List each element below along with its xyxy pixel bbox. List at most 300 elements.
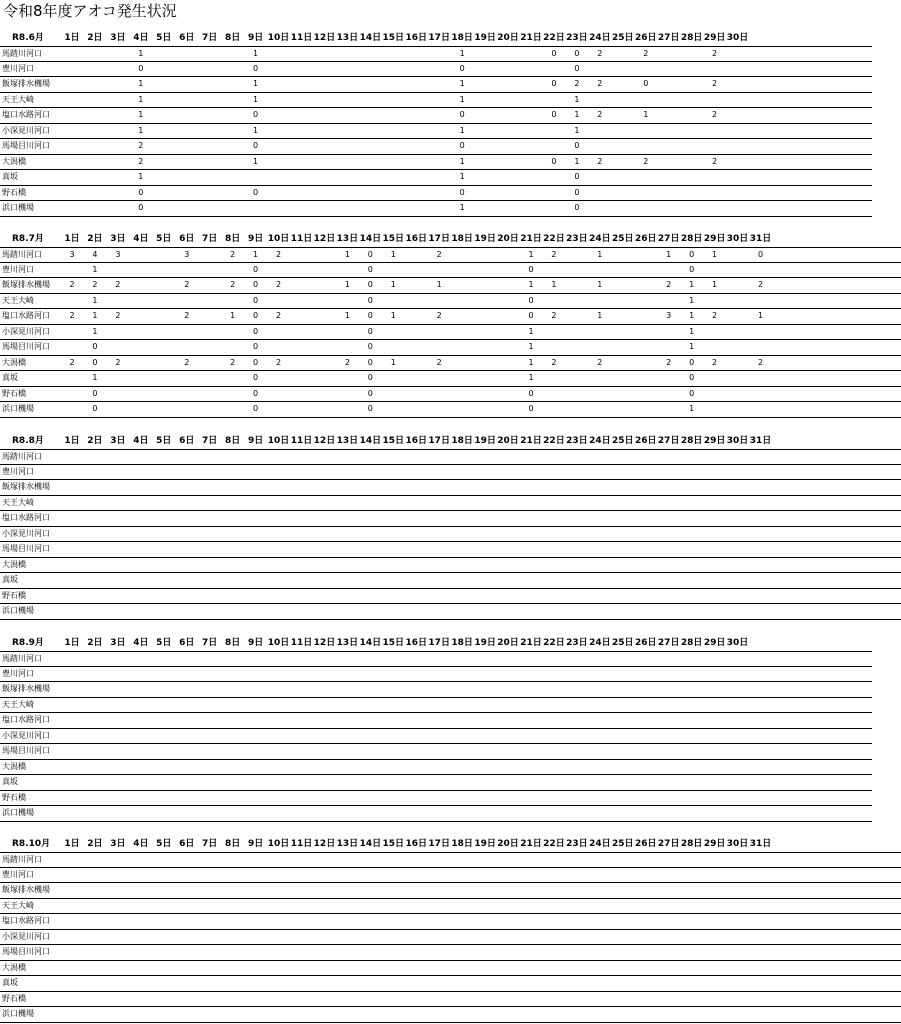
table-row <box>0 93 872 109</box>
day-header: 14日 <box>359 436 382 446</box>
day-header: 21日 <box>520 638 542 648</box>
cell-value: 0 <box>253 342 259 351</box>
cell-value: 2 <box>666 357 672 367</box>
table-row <box>0 480 901 496</box>
station-name: 塩口水路河口 <box>2 715 50 724</box>
station-name: 飯塚排水機場 <box>2 684 50 693</box>
day-header: 29日 <box>703 638 726 648</box>
day-header: 26日 <box>634 33 657 43</box>
cell-value: 2 <box>712 110 718 119</box>
day-header: 20日 <box>497 234 519 244</box>
cell-value: 0 <box>367 280 373 289</box>
table-row <box>0 806 872 822</box>
day-header: 24日 <box>589 33 611 43</box>
cell-value: 1 <box>92 264 98 274</box>
day-header: 11日 <box>290 33 313 43</box>
cell-value: 2 <box>757 280 764 289</box>
cell-value: 1 <box>459 125 465 135</box>
day-header: 21日 <box>520 839 542 849</box>
cell-value: 0 <box>528 264 534 274</box>
day-header: 11日 <box>290 638 313 648</box>
day-header: 13日 <box>336 436 359 446</box>
day-header: 10日 <box>267 436 290 446</box>
station-name: 馬場目川河口 <box>2 746 50 755</box>
day-header: 8日 <box>225 33 241 43</box>
day-header: 12日 <box>313 436 336 446</box>
day-header: 17日 <box>428 33 450 43</box>
cell-value: 1 <box>551 280 557 289</box>
day-header: 28日 <box>680 33 703 43</box>
day-header: 13日 <box>336 234 359 244</box>
day-header: 9日 <box>247 33 264 43</box>
day-header: 21日 <box>520 234 542 244</box>
cell-value: 0 <box>459 63 465 73</box>
cell-value: 0 <box>574 172 580 181</box>
cell-value: 0 <box>367 326 373 336</box>
month-label: R8.10月 <box>12 839 51 849</box>
table-row <box>0 961 901 977</box>
station-name: 野石橋 <box>2 187 26 197</box>
cell-value: 2 <box>574 79 580 88</box>
cell-value: 1 <box>666 250 672 259</box>
cell-value: 1 <box>138 79 144 88</box>
cell-value: 1 <box>459 203 465 212</box>
day-header: 22日 <box>543 234 565 244</box>
table-row <box>0 294 901 310</box>
day-header: 17日 <box>428 839 450 849</box>
cell-value: 2 <box>69 280 75 289</box>
cell-value: 0 <box>574 63 580 73</box>
cell-value: 3 <box>184 250 190 259</box>
station-name: 塩口水路河口 <box>2 513 50 522</box>
cell-value: 1 <box>597 280 603 289</box>
day-header: 10日 <box>267 234 290 244</box>
cell-value: 2 <box>230 280 236 289</box>
cell-value: 2 <box>597 49 603 58</box>
day-header: 7日 <box>202 436 218 446</box>
table-row <box>0 914 901 930</box>
station-name: 飯塚排水機場 <box>2 79 50 88</box>
station-name: 馬踏川河口 <box>2 855 42 864</box>
cell-value: 2 <box>230 250 236 259</box>
day-header: 25日 <box>612 234 634 244</box>
day-header: 15日 <box>382 839 405 849</box>
day-header: 14日 <box>359 638 382 648</box>
cell-value: 1 <box>92 295 98 305</box>
day-header: 5日 <box>156 436 172 446</box>
day-header: 28日 <box>680 839 703 849</box>
month-table <box>0 837 901 1023</box>
day-header: 6日 <box>179 234 195 244</box>
station-name: 浜口機場 <box>2 606 34 615</box>
day-header: 20日 <box>497 638 519 648</box>
cell-value: 0 <box>574 203 580 212</box>
day-header: 6日 <box>179 436 195 446</box>
cell-value: 1 <box>689 311 695 320</box>
station-name: 馬場目川河口 <box>2 947 50 956</box>
day-header: 23日 <box>566 234 588 244</box>
day-header: 6日 <box>179 33 195 43</box>
station-name: 塩口水路河口 <box>2 110 50 119</box>
day-header: 19日 <box>474 234 496 244</box>
day-header: 15日 <box>382 234 405 244</box>
table-row <box>0 247 901 263</box>
day-header: 9日 <box>247 234 264 244</box>
day-header: 10日 <box>267 839 290 849</box>
day-header: 16日 <box>405 33 428 43</box>
cell-value: 2 <box>712 156 718 166</box>
cell-value: 0 <box>459 141 465 150</box>
cell-value: 2 <box>69 311 75 320</box>
cell-value: 1 <box>390 280 396 289</box>
station-name: 小深見川河口 <box>2 326 50 336</box>
cell-value: 2 <box>551 250 557 259</box>
day-header: 31日 <box>749 436 772 446</box>
day-header: 14日 <box>359 234 382 244</box>
day-header: 6日 <box>179 638 195 648</box>
cell-value: 2 <box>757 357 764 367</box>
day-header: 28日 <box>680 234 703 244</box>
station-name: 小深見川河口 <box>2 125 50 135</box>
station-name: 馬踏川河口 <box>2 49 42 58</box>
cell-value: 0 <box>528 404 534 413</box>
cell-value: 0 <box>253 311 259 320</box>
table-row <box>0 992 901 1008</box>
day-header: 13日 <box>336 33 359 43</box>
day-header: 11日 <box>290 436 313 446</box>
day-header: 23日 <box>566 638 588 648</box>
cell-value: 2 <box>276 250 282 259</box>
station-name: 小深見川河口 <box>2 730 50 740</box>
cell-value: 0 <box>643 79 649 88</box>
day-header: 2日 <box>87 33 103 43</box>
day-header: 20日 <box>497 839 519 849</box>
cell-value: 2 <box>276 280 282 289</box>
day-header: 25日 <box>612 436 634 446</box>
station-name: 天王大崎 <box>2 94 34 104</box>
day-header: 1日 <box>64 234 80 244</box>
station-name: 大潟橋 <box>2 761 26 771</box>
cell-value: 1 <box>92 373 98 382</box>
cell-value: 1 <box>390 250 396 259</box>
cell-value: 0 <box>757 250 764 259</box>
month-header-row <box>0 31 901 46</box>
table-row <box>0 899 901 915</box>
cell-value: 0 <box>253 264 259 274</box>
day-header: 7日 <box>202 33 218 43</box>
cell-value: 2 <box>344 357 350 367</box>
cell-value: 3 <box>115 250 121 259</box>
station-name: 塩口水路河口 <box>2 311 50 320</box>
day-header: 19日 <box>474 638 496 648</box>
day-header: 26日 <box>634 436 657 446</box>
day-header: 9日 <box>247 638 264 648</box>
table-row <box>0 558 901 574</box>
day-header: 13日 <box>336 638 359 648</box>
cell-value: 1 <box>528 326 534 336</box>
day-header: 2日 <box>87 638 103 648</box>
day-header: 23日 <box>566 436 588 446</box>
cell-value: 0 <box>689 388 695 398</box>
cell-value: 1 <box>459 172 465 181</box>
day-header: 12日 <box>313 234 336 244</box>
table-row <box>0 449 901 465</box>
station-name: 真坂 <box>2 373 18 382</box>
cell-value: 0 <box>367 311 373 320</box>
day-header: 4日 <box>133 638 149 648</box>
table-row <box>0 698 872 714</box>
cell-value: 1 <box>528 357 534 367</box>
table-row <box>0 744 872 760</box>
cell-value: 0 <box>574 49 580 58</box>
day-header: 17日 <box>428 436 450 446</box>
station-name: 野石橋 <box>2 388 26 398</box>
day-header: 14日 <box>359 839 382 849</box>
cell-value: 2 <box>436 250 442 259</box>
cell-value: 0 <box>528 388 534 398</box>
day-header: 27日 <box>657 839 680 849</box>
cell-value: 0 <box>551 156 557 166</box>
day-header: 18日 <box>451 33 473 43</box>
table-row <box>0 309 901 325</box>
table-row <box>0 604 901 620</box>
cell-value: 1 <box>92 311 98 320</box>
table-row <box>0 402 901 418</box>
station-name: 大潟橋 <box>2 156 26 166</box>
cell-value: 2 <box>276 357 282 367</box>
day-header: 28日 <box>680 638 703 648</box>
day-header: 29日 <box>703 234 726 244</box>
cell-value: 2 <box>184 357 190 367</box>
station-name: 天王大崎 <box>2 699 34 709</box>
table-row <box>0 542 901 558</box>
station-name: 浜口機場 <box>2 404 34 413</box>
cell-value: 1 <box>253 49 259 58</box>
cell-value: 0 <box>92 404 98 413</box>
station-name: 小深見川河口 <box>2 528 50 538</box>
cell-value: 4 <box>92 250 98 259</box>
day-header: 8日 <box>225 839 241 849</box>
day-header: 3日 <box>110 234 126 244</box>
day-header: 21日 <box>520 33 542 43</box>
cell-value: 1 <box>574 110 580 119</box>
day-header: 7日 <box>202 234 218 244</box>
cell-value: 2 <box>276 311 282 320</box>
cell-value: 0 <box>574 141 580 150</box>
cell-value: 0 <box>528 311 534 320</box>
table-row <box>0 930 901 946</box>
day-header: 29日 <box>703 436 726 446</box>
day-header: 17日 <box>428 638 450 648</box>
cell-value: 0 <box>551 79 557 88</box>
station-name: 天王大崎 <box>2 295 34 305</box>
day-header: 15日 <box>382 436 405 446</box>
day-header: 31日 <box>749 234 772 244</box>
table-row <box>0 511 901 527</box>
day-header: 24日 <box>589 638 611 648</box>
day-header: 23日 <box>566 33 588 43</box>
cell-value: 1 <box>459 49 465 58</box>
day-header: 11日 <box>290 839 313 849</box>
day-header: 19日 <box>474 839 496 849</box>
cell-value: 1 <box>689 342 695 351</box>
cell-value: 2 <box>597 110 603 119</box>
month-table <box>0 434 901 620</box>
cell-value: 1 <box>253 79 259 88</box>
cell-value: 0 <box>92 342 98 351</box>
cell-value: 2 <box>597 156 603 166</box>
day-header: 25日 <box>612 33 634 43</box>
day-header: 27日 <box>657 436 680 446</box>
month-header-row <box>0 434 901 449</box>
cell-value: 0 <box>253 326 259 336</box>
month-label: R8.6月 <box>12 33 44 43</box>
cell-value: 3 <box>69 250 75 259</box>
day-header: 18日 <box>451 638 473 648</box>
table-row <box>0 976 901 992</box>
cell-value: 0 <box>138 203 144 212</box>
day-header: 12日 <box>313 638 336 648</box>
cell-value: 1 <box>528 373 534 382</box>
table-row <box>0 77 872 93</box>
table-row <box>0 124 872 140</box>
table-row <box>0 387 901 403</box>
day-header: 20日 <box>497 436 519 446</box>
table-row <box>0 527 901 543</box>
cell-value: 1 <box>459 156 465 166</box>
day-header: 30日 <box>726 33 749 43</box>
cell-value: 2 <box>551 357 557 367</box>
station-name: 馬踏川河口 <box>2 452 42 461</box>
cell-value: 1 <box>712 280 718 289</box>
table-row <box>0 496 901 512</box>
day-header: 21日 <box>520 436 542 446</box>
table-row <box>0 340 901 356</box>
cell-value: 1 <box>459 94 465 104</box>
day-header: 12日 <box>313 33 336 43</box>
cell-value: 0 <box>367 342 373 351</box>
day-header: 30日 <box>726 839 749 849</box>
month-label: R8.7月 <box>12 234 44 244</box>
cell-value: 1 <box>574 125 580 135</box>
station-name: 小深見川河口 <box>2 931 50 941</box>
day-header: 1日 <box>64 839 80 849</box>
day-header: 17日 <box>428 234 450 244</box>
cell-value: 2 <box>138 141 144 150</box>
station-name: 大潟橋 <box>2 962 26 972</box>
cell-value: 0 <box>551 110 557 119</box>
cell-value: 1 <box>528 342 534 351</box>
table-row <box>0 589 901 605</box>
table-row <box>0 62 872 78</box>
cell-value: 0 <box>367 357 373 367</box>
cell-value: 1 <box>390 311 396 320</box>
cell-value: 0 <box>367 250 373 259</box>
cell-value: 2 <box>436 311 442 320</box>
station-name: 野石橋 <box>2 993 26 1003</box>
table-row <box>0 945 901 961</box>
station-name: 天王大崎 <box>2 900 34 910</box>
cell-value: 0 <box>92 388 98 398</box>
day-header: 30日 <box>726 436 749 446</box>
table-row <box>0 573 901 589</box>
cell-value: 2 <box>712 49 718 58</box>
day-header: 27日 <box>657 33 680 43</box>
cell-value: 2 <box>115 357 121 367</box>
station-name: 野石橋 <box>2 792 26 802</box>
day-header: 3日 <box>110 839 126 849</box>
cell-value: 2 <box>92 280 98 289</box>
station-name: 豊川河口 <box>2 63 34 73</box>
day-header: 24日 <box>589 436 611 446</box>
day-header: 29日 <box>703 839 726 849</box>
cell-value: 2 <box>184 280 190 289</box>
table-row <box>0 1007 901 1023</box>
cell-value: 0 <box>253 373 259 382</box>
station-name: 豊川河口 <box>2 668 34 678</box>
cell-value: 2 <box>69 357 75 367</box>
table-row <box>0 170 872 186</box>
cell-value: 0 <box>367 388 373 398</box>
day-header: 25日 <box>612 638 634 648</box>
day-header: 26日 <box>634 638 657 648</box>
day-header: 18日 <box>451 234 473 244</box>
cell-value: 0 <box>92 357 98 367</box>
cell-value: 0 <box>367 404 373 413</box>
day-header: 16日 <box>405 638 428 648</box>
day-header: 2日 <box>87 436 103 446</box>
table-row <box>0 775 872 791</box>
table-row <box>0 729 872 745</box>
cell-value: 0 <box>689 357 695 367</box>
cell-value: 2 <box>643 49 649 58</box>
day-header: 24日 <box>589 234 611 244</box>
day-header: 22日 <box>543 33 565 43</box>
cell-value: 1 <box>689 295 695 305</box>
day-header: 4日 <box>133 33 149 43</box>
day-header: 18日 <box>451 839 473 849</box>
cell-value: 1 <box>138 172 144 181</box>
cell-value: 0 <box>253 388 259 398</box>
station-name: 豊川河口 <box>2 869 34 879</box>
day-header: 7日 <box>202 839 218 849</box>
table-row <box>0 713 872 729</box>
cell-value: 1 <box>643 110 649 119</box>
month-label: R8.9月 <box>12 638 44 648</box>
station-name: 大潟橋 <box>2 559 26 569</box>
cell-value: 2 <box>712 311 718 320</box>
page-title: 令和8年度アオコ発生状況 <box>3 2 177 20</box>
cell-value: 2 <box>597 79 603 88</box>
cell-value: 3 <box>666 311 672 320</box>
table-row <box>0 465 901 481</box>
cell-value: 0 <box>367 295 373 305</box>
day-header: 1日 <box>64 638 80 648</box>
table-row <box>0 667 872 683</box>
table-row <box>0 371 901 387</box>
day-header: 15日 <box>382 638 405 648</box>
day-header: 19日 <box>474 33 496 43</box>
day-header: 9日 <box>247 839 264 849</box>
station-name: 真坂 <box>2 575 18 584</box>
cell-value: 2 <box>666 280 672 289</box>
cell-value: 1 <box>528 280 534 289</box>
cell-value: 1 <box>436 280 442 289</box>
station-name: 真坂 <box>2 978 18 987</box>
table-row <box>0 46 872 62</box>
day-header: 7日 <box>202 638 218 648</box>
month-header-row <box>0 837 901 852</box>
